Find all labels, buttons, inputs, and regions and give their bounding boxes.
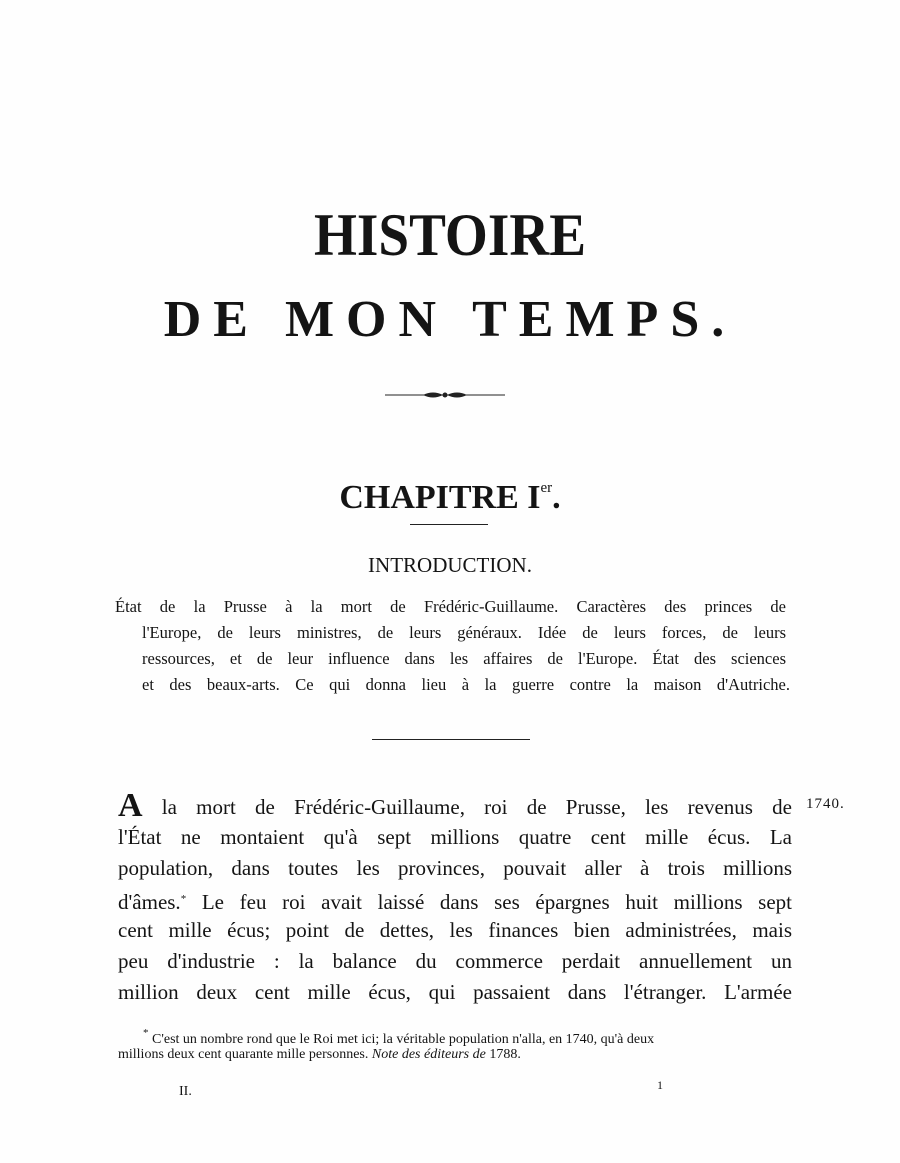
summary-line: ressources, et de leur influence dans les affaires de l'Europe. État des sciences <box>142 649 786 668</box>
page-number: 1 <box>657 1078 663 1092</box>
chapter-label: CHAPITRE I <box>339 479 541 516</box>
book-subtitle: DE MON TEMPS. <box>163 291 737 348</box>
footnote-reference: * <box>180 893 187 905</box>
chapter-superscript: er <box>540 480 553 496</box>
body-line: million deux cent mille écus, qui passaient dans l'étranger. L'armée <box>118 980 792 1004</box>
footnote-line: * C'est un nombre rond que le Roi met ici; la véritable population n'alla, en 1740, qu'à deux <box>143 1027 655 1047</box>
ornament-divider <box>385 386 505 404</box>
chapter-period: . <box>552 479 561 516</box>
section-heading: INTRODUCTION. <box>368 553 532 577</box>
footnote-italic: Note des éditeurs de <box>371 1047 486 1062</box>
body-line: population, dans toutes les provinces, pouvait aller à trois millions <box>118 856 792 880</box>
chapter-heading <box>0 468 900 518</box>
summary-line: État de la Prusse à la mort de Frédéric-Guillaume. Caractères des princes de <box>115 597 786 616</box>
summary-line: l'Europe, de leurs ministres, de leurs généraux. Idée de leurs forces, de leurs <box>142 623 786 642</box>
footnote-line: millions deux cent quarante mille personnes. Note des éditeurs de 1788. <box>118 1047 521 1062</box>
chapter-rule <box>410 524 488 525</box>
drop-cap: A <box>118 787 143 824</box>
body-line: d'âmes.* Le feu roi avait laissé dans ses épargnes huit millions sept <box>118 890 792 914</box>
margin-year-note: 1740. <box>806 796 845 812</box>
body-line: cent mille écus; point de dettes, les finances bien administrées, mais <box>118 918 792 942</box>
section-rule <box>372 739 530 740</box>
body-line: A la mort de Frédéric-Guillaume, roi de Prusse, les revenus de <box>118 787 792 824</box>
signature-mark: II. <box>179 1084 192 1099</box>
body-line: l'État ne montaient qu'à sept millions quatre cent mille écus. La <box>118 825 792 849</box>
book-title: HISTOIRE <box>313 202 587 268</box>
footnote-marker: * <box>143 1027 149 1039</box>
summary-line: et des beaux-arts. Ce qui donna lieu à la guerre contre la maison d'Autriche. <box>142 675 790 694</box>
body-line: peu d'industrie : la balance du commerce perdait annuellement un <box>118 949 792 973</box>
